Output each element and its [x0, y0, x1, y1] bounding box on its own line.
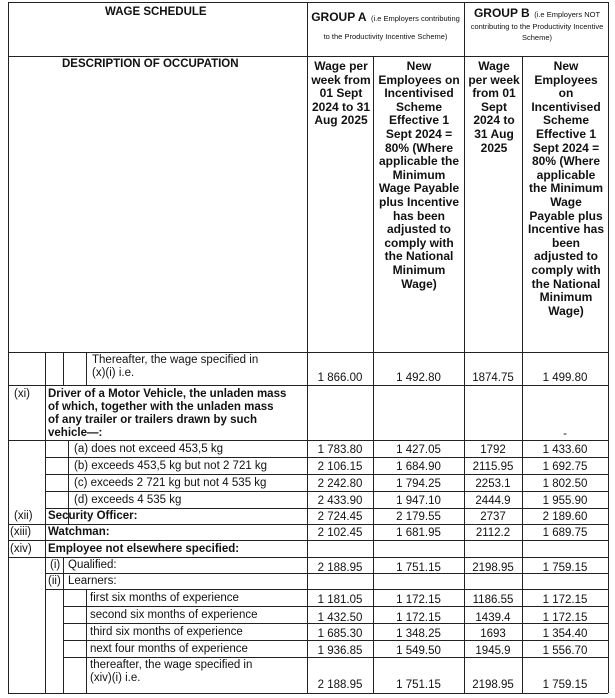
- description-header: DESCRIPTION OF OCCUPATION: [62, 58, 239, 70]
- group-a-header: GROUP A (i.e Employers contributing to the Productivity Incentive Scheme): [311, 10, 460, 41]
- col-wage-group-a: Wage per week from 01 Sept 2024 to 31 Aug 2025: [311, 59, 371, 128]
- col-wage-group-b: Wage per week from 01 Sept 2024 to 31 Aug 2025: [468, 59, 520, 155]
- group-b-header: GROUP B (i.e Employers NOT contributing to the Productivity Incentive Scheme): [470, 6, 604, 42]
- col-new-employees-group-a: New Employees on Incentivised Scheme Effective 1 Sept 2024 = 80% (Where applicable the Minimum Wage Payable plus Incentive has been adjusted to comply with the National Minimum Wage): [378, 59, 460, 291]
- schedule-title: WAGE SCHEDULE: [105, 6, 207, 18]
- col-new-employees-group-b: New Employees on Incentivised Scheme Effective 1 Sept 2024 = 80% (Where applicable the Minimum Wage Payable plus Incentive has been adjusted to comply with the National Minimum Wage): [527, 59, 605, 318]
